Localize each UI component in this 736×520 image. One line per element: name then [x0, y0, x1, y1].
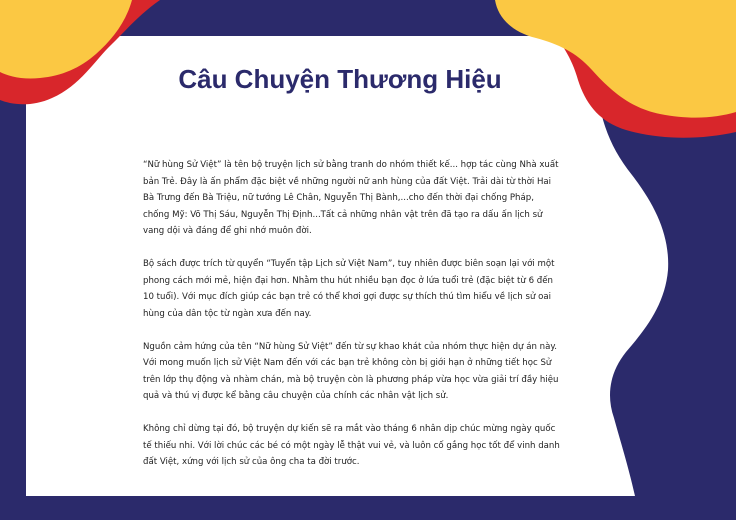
paragraph-2: Bộ sách được trích từ quyển “Tuyển tập Lịch sử Việt Nam”, tuy nhiên được biên soạn lại với một phong cách mới mẻ, hiện đại hơn. Nhằm thu hút nhiều bạn đọc ở lứa tuổi trẻ (đặc biệt từ 6 đến 10 tuổi). Với mục đích giúp các bạn trẻ có thể khơi gợi được sự thích thú tìm hiểu về lịch sử oai hùng của dân tộc từ ngàn xưa đến nay. — [143, 259, 555, 319]
paragraph-4: Không chỉ dừng tại đó, bộ truyện dự kiến sẽ ra mắt vào tháng 6 nhân dịp chúc mừng ngày quốc tế thiếu nhi. Với lời chúc các bé có một ngày lễ thật vui vẻ, và luôn cố gắng học tốt để vinh danh đất Việt, xứng với lịch sử của ông cha ta đời trước. — [143, 424, 560, 467]
page-number: - 8 - — [30, 480, 47, 491]
page-title: Câu Chuyện Thương Hiệu — [178, 64, 502, 94]
paragraph-1: “Nữ hùng Sử Việt” là tên bộ truyện lịch sử bằng tranh do nhóm thiết kế... hợp tác cùng Nhà xuất bản Trẻ. Đây là ấn phẩm đặc biệt về những người nữ anh hùng của đất Việt. Trải dài từ thời Hai Bà Trưng đến Bà Triệu, nữ tướng Lê Chân, Nguyễn Thị Bành,...cho đến thời đại chống Pháp, chống Mỹ: Võ Thị Sáu, Nguyễn Thị Định...Tất cả những nhân vật trên đã tạo ra dấu ấn lịch sử vang dội và đáng để ghi nhớ muôn đời. — [143, 160, 559, 236]
paragraph-3: Nguồn cảm hứng của tên “Nữ hùng Sử Việt” đến từ sự khao khát của nhóm thực hiện dự án này. Với mong muốn lịch sử Việt Nam đến với các bạn trẻ không còn bị giới hạn ở những tiết học Sử trên lớp thụ động và nhàm chán, mà bộ truyện còn là phương pháp vừa học vừa giải trí đầy hiệu quả và thú vị được kể bằng câu chuyện của chính các nhân vật lịch sử. — [143, 341, 559, 401]
article-body — [143, 157, 563, 487]
